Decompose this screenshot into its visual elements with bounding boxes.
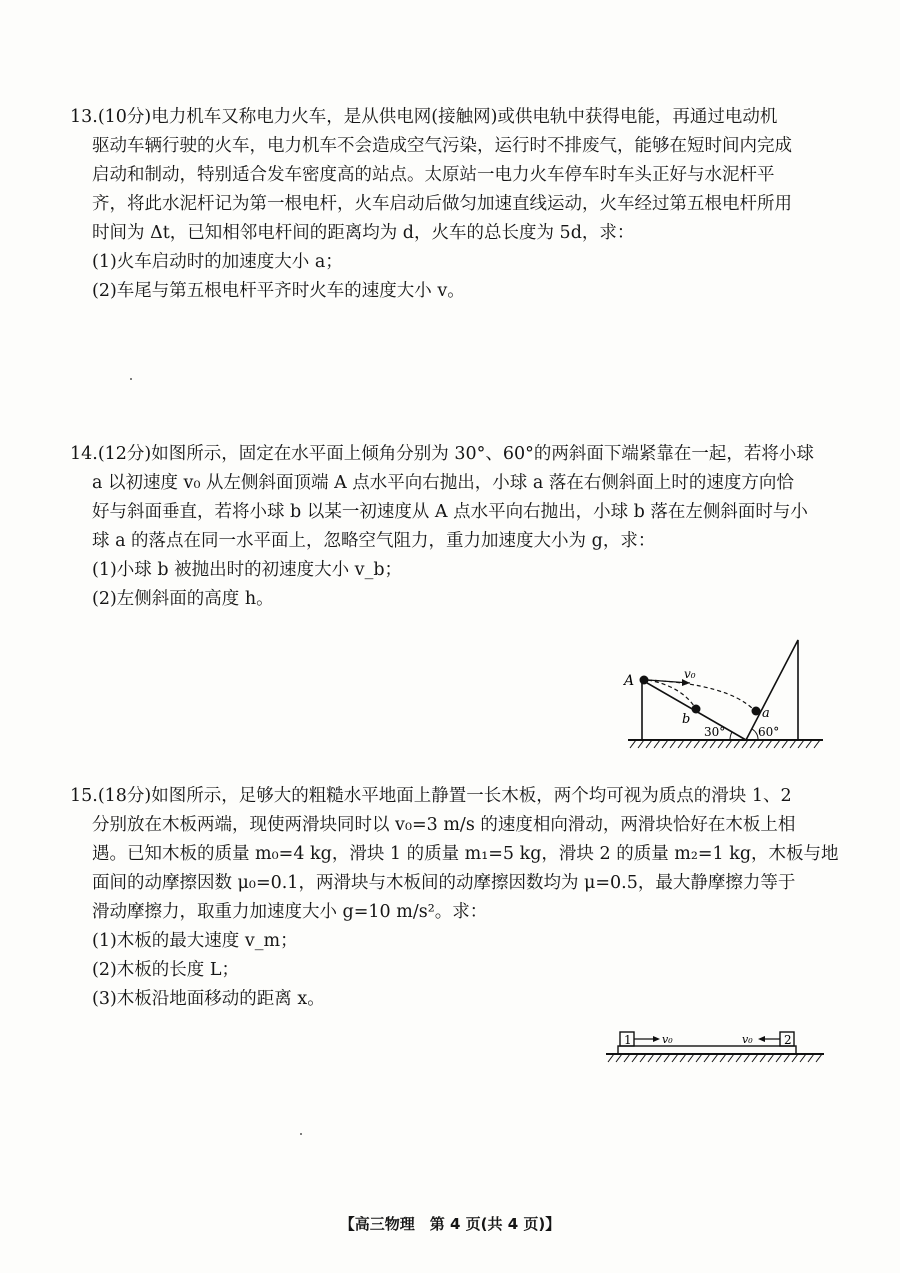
label-ball-a: a xyxy=(762,706,770,721)
label-v0: v₀ xyxy=(684,667,696,681)
problem-15-line: 面间的动摩擦因数 μ₀=0.1，两滑块与木板间的动摩擦因数均为 μ=0.5，最大静摩擦力等于 xyxy=(92,873,796,893)
label-block-2: 2 xyxy=(784,1033,792,1047)
arrowhead-right xyxy=(653,1036,660,1042)
label-angle-30: 30° xyxy=(704,725,726,739)
problem-13-line: 齐，将此水泥杆记为第一根电杆，火车启动后做匀加速直线运动，火车经过第五根电杆所用 xyxy=(92,194,792,214)
problem-15-line: 滑动摩擦力，取重力加速度大小 g=10 m/s²。求： xyxy=(92,902,488,922)
problem-14-question-2: (2)左侧斜面的高度 h。 xyxy=(92,589,274,609)
label-point-a: A xyxy=(624,673,635,689)
problem-15-question-2: (2)木板的长度 L； xyxy=(92,960,239,980)
figure-14-inclines xyxy=(618,630,828,750)
problem-13-question-2: (2)车尾与第五根电杆平齐时火车的速度大小 v。 xyxy=(92,281,465,301)
problem-14-question-1: (1)小球 b 被抛出时的初速度大小 v_b； xyxy=(92,560,403,580)
problem-15-line: 遇。已知木板的质量 m₀=4 kg，滑块 1 的质量 m₁=5 kg，滑块 2 的质量 m₂=1 kg，木板与地 xyxy=(92,844,839,864)
figure-15-board xyxy=(604,1024,826,1066)
page-footer: 【高三物理 第 4 页(共 4 页)】 xyxy=(339,1215,561,1233)
ground-hatch xyxy=(608,1054,822,1062)
long-board xyxy=(618,1046,796,1054)
point-a-ball xyxy=(640,676,649,685)
ground-hatch xyxy=(630,740,820,748)
problem-14 xyxy=(70,440,832,614)
scan-speck xyxy=(130,378,132,380)
problem-14-line: a 以初速度 v₀ 从左侧斜面顶端 A 点水平向右抛出，小球 a 落在右侧斜面上时的速度方向恰 xyxy=(92,473,794,493)
problem-13-line: 启动和制动，特别适合发车密度高的站点。太原站一电力火车停车时车头正好与水泥杆平 xyxy=(92,165,775,185)
problem-13 xyxy=(70,103,832,306)
problem-15-question-3: (3)木板沿地面移动的距离 x。 xyxy=(92,989,325,1009)
problem-13-line: 13.(10分)电力机车又称电力火车，是从供电网(接触网)或供电轨中获得电能，再通过电动机 xyxy=(70,107,778,127)
scan-speck xyxy=(300,1133,302,1135)
ball-a xyxy=(752,707,761,716)
problem-14-line: 14.(12分)如图所示，固定在水平面上倾角分别为 30°、60°的两斜面下端紧靠在一起，若将小球 xyxy=(70,444,814,464)
problem-14-line: 球 a 的落点在同一水平面上，忽略空气阻力，重力加速度大小为 g，求： xyxy=(92,531,656,551)
problem-15 xyxy=(70,782,839,1014)
problem-15-line: 分别放在木板两端，现使两滑块同时以 v₀=3 m/s 的速度相向滑动，两滑块恰好在木板上相 xyxy=(92,815,796,835)
arrowhead-left xyxy=(758,1036,765,1042)
label-v0-right: v₀ xyxy=(742,1033,753,1046)
angle-arc-30 xyxy=(730,732,732,740)
label-v0-left: v₀ xyxy=(662,1033,673,1046)
problem-14-line: 好与斜面垂直，若将小球 b 以某一初速度从 A 点水平向右抛出，小球 b 落在左侧斜面时与小 xyxy=(92,502,808,522)
problem-13-question-1: (1)火车启动时的加速度大小 a； xyxy=(92,252,343,272)
ball-b xyxy=(692,705,701,714)
label-ball-b: b xyxy=(682,712,691,727)
problem-15-question-1: (1)木板的最大速度 v_m； xyxy=(92,931,298,951)
problem-13-line: 驱动车辆行驶的火车，电力机车不会造成空气污染，运行时不排废气，能够在短时间内完成 xyxy=(92,136,792,156)
problem-15-line: 15.(18分)如图所示，足够大的粗糙水平地面上静置一长木板，两个均可视为质点的滑块 1、2 xyxy=(70,786,792,806)
label-block-1: 1 xyxy=(624,1033,632,1047)
problem-13-line: 时间为 Δt，已知相邻电杆间的距离均为 d，火车的总长度为 5d，求： xyxy=(92,223,635,243)
label-angle-60: 60° xyxy=(758,725,780,739)
